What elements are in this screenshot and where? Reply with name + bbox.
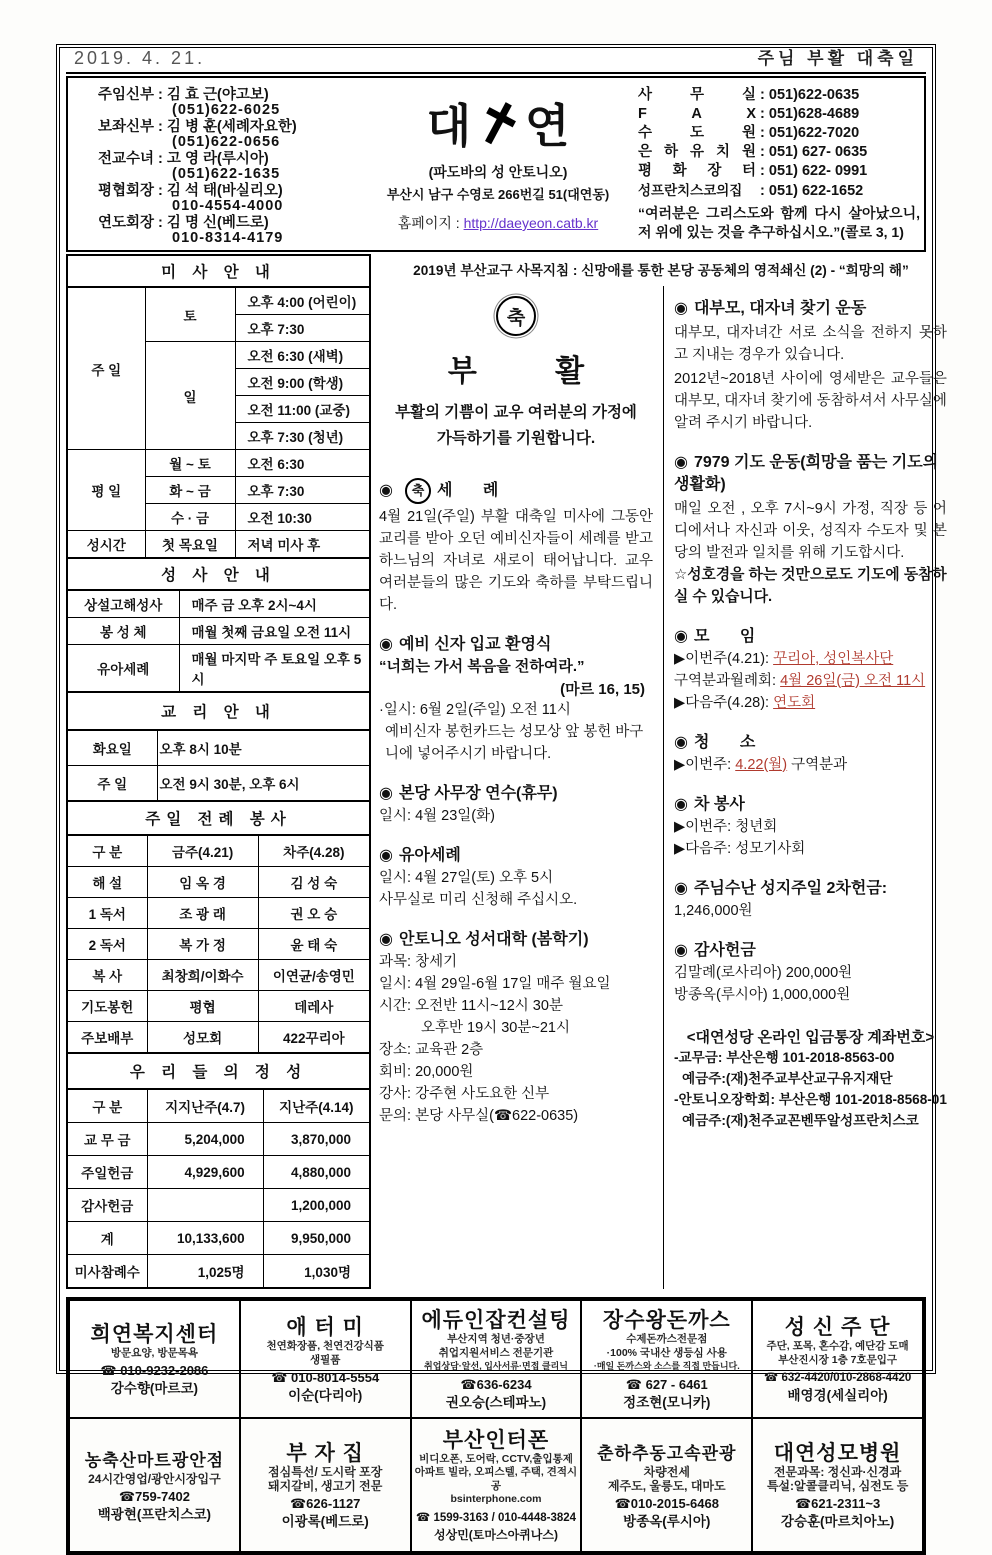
middle-column: [371, 286, 663, 1289]
bullet-icon: ◉: [379, 636, 393, 653]
staff-role: 보좌신부 :: [98, 119, 163, 135]
notice-second-collection: [674, 878, 947, 922]
header: [66, 76, 926, 252]
staff-role: 주임신부 :: [98, 87, 163, 103]
main: [66, 254, 947, 1289]
notice-title: 7979 기도 운동(희망을 품는 기도의 생활화): [674, 454, 939, 493]
mass-time: 오전 6:30 (새벽): [235, 342, 370, 369]
gospel-ref: (마르 16, 15): [560, 681, 645, 698]
notice-title: 안토니오 성서대학 (봄학기): [398, 931, 589, 948]
bullet-icon: ◉: [379, 931, 393, 948]
ad-busan-interphone: 부산인터폰 비디오폰, 도어락, CCTV,출입통제 아파트 빌라, 오피스텔, 주택, 견적시공 bsinterphone.com ☎ 1599-3163 / 010-4448-3824 성상민(토마스아퀴나스): [411, 1418, 582, 1552]
scripture-quote: “여러분은 그리스도와 함께 다시 살아났으니, 저 위에 있는 것을 추구하십시오.”(콜로 3, 1): [638, 205, 920, 240]
feast-title: 주님 부활 대축일: [757, 49, 918, 68]
mass-time: 오전 11:00 (교중): [235, 396, 370, 423]
mass-day: 일: [145, 342, 235, 450]
ad-nongchuksan-mart: 농축산마트광안점 24시간영업/광안시장입구 ☎759-7402 백광현(프란치스코): [69, 1418, 240, 1552]
patron-saint: (파도바의 성 안토니오): [428, 164, 568, 180]
mass-schedule-table: [66, 254, 371, 559]
staff-row: [98, 87, 364, 103]
mass-group: 주 일: [67, 287, 145, 450]
notice-title: 예비 신자 입교 환영식: [398, 636, 552, 653]
section-title: 미 사 안 내: [67, 255, 370, 287]
homepage-row: [364, 213, 632, 233]
phone-row: 사 무 실 : 051)622-0635: [638, 87, 860, 103]
notice-title: 청 소: [693, 734, 756, 751]
mass-group: 평 일: [67, 450, 145, 531]
ad-chunhachudong-tour: 춘하추동고속관광 차량전세 제주도, 울릉도, 대마도 ☎010-2015-6468 방종옥(루시아): [581, 1418, 752, 1552]
staff-phone: 010-8314-4179: [172, 230, 284, 246]
notice-bible-college: ◉ 안토니오 성서대학 (봄학기) 과목: 창세기 일시: 4월 29일-6월 17일 매주 월요일 시간: 오전반 11시~12시 30분 오후반 19시 30분~21시 장소: 교육관 2층 회비: 20,000원 강사: 강주현 사도요한 신부 문의: 본당 사무실(☎622-0635): [379, 931, 611, 1124]
mass-time: 오전 9:00 (학생): [235, 369, 370, 396]
sacrament-table: 성 사 안 내 상설고해성사 매주 금 오후 2시~4시 봉 성 체 매월 첫째 금요일 오전 11시 유아세례 매월 마지막 주 토요일 오후 5시: [66, 557, 371, 693]
logo-char-dae: 대: [426, 101, 471, 152]
section-title: 주일 전례 봉사: [67, 801, 370, 835]
staff-row: [98, 151, 364, 167]
staff-name: 김 병 훈(세례자요한): [166, 119, 297, 135]
staff-role: 전교수녀 :: [98, 151, 163, 167]
section-title: 우 리 들 의 정 성: [67, 1053, 370, 1089]
ad-atomy: 애 터 미 천연화장품, 천연건강식품 생필품 ☎ 010-8014-5554 이순(다리아): [240, 1300, 411, 1418]
parish-address: 부산시 남구 수영로 266번길 51(대연동): [386, 187, 610, 202]
parish-phones: [632, 86, 920, 246]
pastoral-theme: 2019년 부산교구 사목지침 : 신망애를 통한 본당 공동체의 영적쇄신 (2) - “희망의 해”: [413, 263, 909, 278]
staff-phone: (051)622-6025: [172, 102, 281, 118]
meeting-item: ▶이번주(4.21): 꾸리아, 성인복사단: [674, 651, 894, 667]
issue-date: 2019. 4. 21.: [74, 48, 206, 68]
notice-title: 세 례: [436, 482, 499, 499]
notice-title: 모 임: [693, 628, 756, 645]
homepage-link[interactable]: http://daeyeon.catb.kr: [463, 215, 599, 231]
notice-infant-baptism: ◉ 유아세례 일시: 4월 27일(토) 오후 5시 사무실로 미리 신청해 주십시오.: [379, 847, 578, 908]
phone-row: 평 화 장 터 : 051) 622- 0991: [638, 163, 868, 179]
mass-time: 오후 7:30 (청년): [235, 423, 370, 450]
notice-title: 유아세례: [398, 847, 461, 864]
cross-icon: [473, 96, 524, 151]
parish-logo: [364, 86, 632, 160]
collection-amount: 1,246,000원: [674, 903, 753, 919]
staff-name: 김 효 근(야고보): [166, 87, 269, 103]
homepage-label: 홈페이지 :: [397, 215, 460, 231]
ad-huiyeon-welfare: 희연복지센터 방문요양, 방문목욕 ☎ 010-9232-2086 강수향(마르코): [69, 1300, 240, 1418]
meeting-item: ▶다음주(4.28): 연도회: [674, 695, 816, 711]
gospel-quote: “너희는 가서 복음을 전하여라.”: [379, 658, 585, 675]
notice-7979-prayer: ◉ 7979 기도 운동(희망을 품는 기도의 생활화) 매일 오전 , 오후 7시~9시 가정, 직장 등 어디에서나 자신과 이웃, 성직자 수도자 및 본당의 발전과 일치를 위해 기도합시다. ☆성호경을 하는 것만으로도 기도에 동참하실 수 있습니다.: [674, 452, 947, 608]
staff-row: [98, 215, 364, 231]
star-note: ☆성호경을 하는 것만으로도 기도에 동참하실 수 있습니다.: [674, 567, 947, 605]
mass-time: 오후 7:30: [235, 315, 370, 342]
bulletin-sheet: [56, 44, 947, 1542]
notice-welcome-ceremony: ◉ 예비 신자 입교 환영식 “너희는 가서 복음을 전하여라.” (마르 16, 15) ·일시: 6월 2일(주일) 오전 11시 예비신자 봉헌카드는 성모상 앞 봉헌 바구니에 넣어주시기 바랍니다.: [379, 634, 653, 765]
notice-title: 대부모, 대자녀 찾기 운동: [693, 300, 867, 317]
liturgy-service-table: 주일 전례 봉사 구 분 금주(4.21) 차주(4.28) 해 설 임 옥 경 김 성 숙 1 독서 조 광 래 권 오 승 2 독서 복 가 정 윤 태 숙 복 사 최창희/이화수 이연균/송영민 기도봉헌 평협 데레사 주보배부 성모회 422꾸리아: [66, 800, 371, 1054]
easter-title: 부 활: [447, 355, 585, 388]
ad-bujajip: 부 자 집 점심특선/ 도시락 포장 돼지갈비, 생고기 전문 ☎626-1127 이광록(베드로): [240, 1418, 411, 1552]
notice-tea-service: ◉ 차 봉사 ▶이번주: 청년회 ▶다음주: 성모기사회: [674, 796, 806, 857]
logo-char-yeon: 연: [525, 101, 570, 152]
staff-name: 김 석 태(바실리오): [166, 183, 283, 199]
bullet-icon: ◉: [674, 628, 688, 645]
mass-day: 화 ~ 금: [145, 477, 235, 504]
staff-row: [98, 119, 364, 135]
mass-time: 오후 4:00 (어린이): [235, 287, 370, 315]
notice-meetings: [674, 626, 947, 714]
account-title: <대연성당 온라인 입금통장 계좌번호>: [686, 1029, 935, 1046]
staff-phone: (051)622-1635: [172, 166, 281, 182]
staff-name: 김 명 신(베드로): [166, 215, 269, 231]
bullet-icon: ◉: [379, 847, 393, 864]
staff-role: 평협회장 :: [98, 183, 163, 199]
ad-daeyeon-hospital: 대연성모병원 전문과목: 정신과·신경과 특설:알콜클리닉, 심전도 등 ☎621-2311~3 강승훈(마르치아노): [752, 1418, 923, 1552]
notice-office-training: ◉ 본당 사무장 연수(휴무) 일시: 4월 23일(화): [379, 785, 558, 824]
mass-day: 수 · 금: [145, 504, 235, 531]
wreath-badge-icon: 축: [405, 478, 431, 504]
notice-baptism: [379, 478, 653, 616]
bank-account-info: <대연성당 온라인 입금통장 계좌번호> -교무금: 부산은행 101-2018-8563-00 예금주:(재)천주교부산교구유지재단 -안토니오장학회: 부산은행 101-2018-8568-01 예금주:(재)천주교꼰벤뚜알성프란치스코: [674, 1026, 947, 1131]
bullet-icon: ◉: [674, 734, 688, 751]
ad-seongsin-judan: 성 신 주 단 주단, 포목, 혼수감, 예단감 도매 부산진시장 1층 7호문입구 ☎ 632-4420/010-2868-4420 배영경(세실리아): [752, 1300, 923, 1418]
staff-phone: 010-4554-4000: [172, 198, 284, 214]
bullet-icon: ◉: [674, 300, 688, 317]
content-area: [371, 254, 951, 1289]
staff-role: 연도회장 :: [98, 215, 163, 231]
notice-title: 감사헌금: [693, 942, 756, 959]
section-title: 교 리 안 내: [67, 692, 370, 730]
easter-greeting: [379, 296, 653, 452]
mass-time: 오후 7:30: [235, 477, 370, 504]
mass-day: 첫 목요일: [145, 531, 235, 559]
bullet-icon: ◉: [674, 880, 688, 897]
staff-name: 고 영 라(루시아): [166, 151, 269, 167]
mass-time: 오전 10:30: [235, 504, 370, 531]
ad-eduin-job-consulting: 에듀인잡컨설팅 부산지역 청년·중장년 취업지원서비스 전문기관 취업상담·알선, 입사서류·면접 클리닉 ☎636-6234 권오승(스테파노): [411, 1300, 582, 1418]
notice-body: 4월 21일(주일) 부활 대축일 미사에 그동안 교리를 받아 오던 예비신자들이 세례를 받고 하느님의 자녀로 새로이 태어납니다. 교우 여러분들의 많은 기도와 축하를 부탁드립니다.: [379, 509, 653, 613]
mass-day: 토: [145, 287, 235, 342]
mass-day: 월 ~ 토: [145, 450, 235, 477]
bullet-icon: ◉: [379, 482, 393, 499]
offering-table: 우 리 들 의 정 성 구 분 지지난주(4.7) 지난주(4.14) 교 무 금 5,204,000 3,870,000 주일헌금 4,929,600 4,880,000 감사헌금 1,200,000 계 10,133,600 9,950,000 미사참례수 1,025명 1,030명: [66, 1052, 371, 1289]
section-title: 성 사 안 내: [67, 558, 370, 590]
meeting-item: 구역분과월례회: 4월 26일(금) 오전 11시: [674, 673, 926, 689]
masthead: [66, 48, 926, 74]
phone-row: F A X : 051)628-4689: [638, 106, 860, 122]
advertisements: [66, 1297, 926, 1555]
notice-godparent-search: ◉ 대부모, 대자녀 찾기 운동 대부모, 대자녀간 서로 소식을 전하지 못하고 지내는 경우가 있습니다. 2012년~2018년 사이에 영세받은 교우들은 대부모, 대자녀 찾기에 동참하셔서 사무실에 알려 주시기 바랍니다.: [674, 300, 947, 431]
staff-contacts: [72, 86, 364, 246]
easter-message: 부활의 기쁨이 교우 여러분의 가정에 가득하기를 기원합니다.: [395, 404, 637, 447]
staff-phone: (051)622-0656: [172, 134, 281, 150]
notice-title: 차 봉사: [693, 796, 745, 813]
notice-cleaning: [674, 732, 947, 776]
cleaning-item: ▶이번주: 4.22(월) 구역분과: [674, 757, 848, 773]
wreath-badge-icon: 축: [496, 296, 536, 336]
phone-row: 수 도 원 : 051)622-7020: [638, 125, 860, 141]
phone-row: 성프란치스코의집 : 051) 622-1652: [638, 183, 864, 199]
bullet-icon: ◉: [674, 796, 688, 813]
phone-row: 은 하 유 치 원 : 051) 627- 0635: [638, 144, 868, 160]
bullet-icon: ◉: [674, 942, 688, 959]
ad-jangsuwang-donkatsu: 장수왕돈까스 수제돈까스전문점 ·100% 국내산 생등심 사용 ·매일 돈까스와 소스를 직접 만듭니다. ☎ 627 - 6461 정조현(모니카): [581, 1300, 752, 1418]
mass-time: 저녁 미사 후: [235, 531, 370, 559]
left-column: [66, 254, 371, 1289]
notice-title: 본당 사무장 연수(휴무): [398, 785, 558, 802]
mass-time: 오전 6:30: [235, 450, 370, 477]
notice-thanksgiving: ◉ 감사헌금 김말례(로사리아) 200,000원 방종옥(루시아) 1,000,000원: [674, 942, 853, 1003]
right-column: [663, 286, 951, 1289]
bullet-icon: ◉: [674, 454, 688, 471]
bullet-icon: ◉: [379, 785, 393, 802]
mass-group: 성시간: [67, 531, 145, 559]
staff-row: [98, 183, 364, 199]
catechesis-table: 교 리 안 내 화요일 오후 8시 10분 주 일 오전 9시 30분, 오후 6시: [66, 691, 371, 802]
parish-identity: [364, 86, 632, 246]
notice-title: 주님수난 성지주일 2차헌금:: [693, 880, 888, 897]
